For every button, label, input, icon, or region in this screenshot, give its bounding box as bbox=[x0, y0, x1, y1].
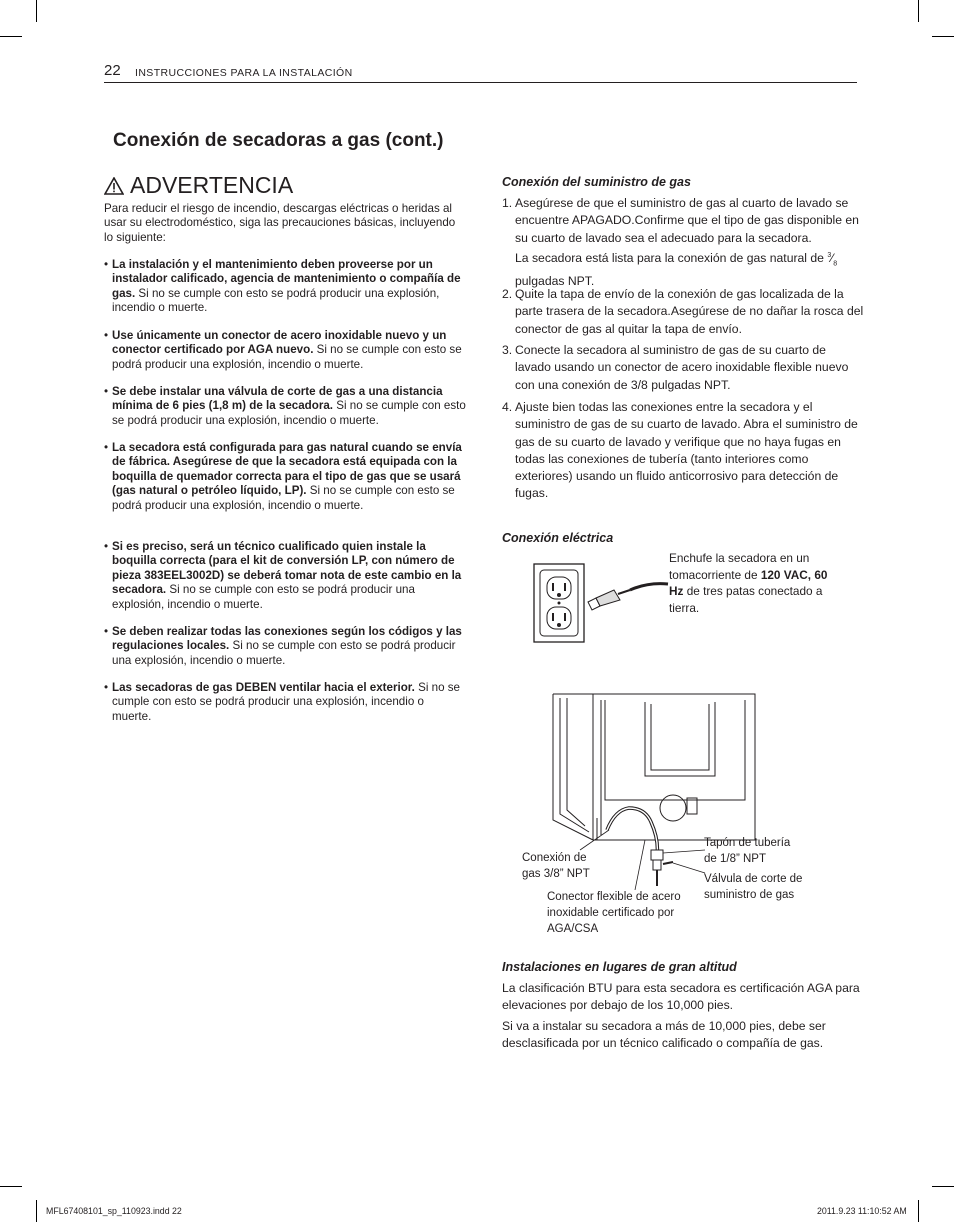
page-number: 22 bbox=[104, 62, 121, 79]
footer-date: 2011.9.23 11:10:52 AM bbox=[817, 1206, 907, 1216]
crop-mark bbox=[36, 1200, 37, 1222]
warning-bullet: • Se deben realizar todas las conexiones según los códigos y las regulaciones locales. Si no se cumple con esto se podrá producir una explosión, incendio o muerte. bbox=[104, 625, 462, 667]
warning-heading bbox=[104, 172, 293, 199]
label-shutoff-valve: Válvula de corte de suministro de gas bbox=[704, 873, 803, 901]
warning-triangle-icon bbox=[104, 177, 124, 195]
warning-bullet: • La instalación y el mantenimiento deben proveerse por un instalador calificado, agencia de mantenimiento o compañía de gas. Si no se cumple con esto se podrá producir una explosión, incendio o muerte. bbox=[104, 258, 461, 315]
warning-bullet: • Las secadoras de gas DEBEN ventilar hacia el exterior. Si no se cumple con esto se podrá producir una explosión, incendio o muerte. bbox=[104, 681, 460, 723]
gas-step: 2. Quite la tapa de envío de la conexión de gas localizada de la parte trasera de la secadora.Asegúrese de no dañar la rosca del conector de gas al quitar la tapa de envío. bbox=[502, 287, 864, 336]
gas-step: 4. Ajuste bien todas las conexiones entre la secadora y el suministro de gas de su cuarto de lavado. Abra el suministro de gas de su cuarto de lavado y verifique que no haya fugas en todas las conexiones de tubería (tanto interiores como exteriores) usando un fluido anticorrosivo para detección de fugas. bbox=[502, 400, 858, 501]
electrical-heading: Conexión eléctrica bbox=[502, 531, 614, 545]
header-rule bbox=[104, 82, 857, 83]
label-flex-connector: Conector flexible de acero inoxidable certificado por AGA/CSA bbox=[547, 891, 681, 935]
warning-heading-text: ADVERTENCIA bbox=[130, 172, 294, 198]
crop-mark bbox=[0, 1186, 22, 1187]
crop-mark bbox=[932, 36, 954, 37]
crop-mark bbox=[36, 0, 37, 22]
page-title: Conexión de secadoras a gas (cont.) bbox=[113, 130, 444, 151]
altitude-paragraph: La clasificación BTU para esta secadora es certificación AGA para elevaciones por debajo de los 10,000 pies. bbox=[502, 981, 860, 1013]
crop-mark bbox=[932, 1186, 954, 1187]
crop-mark bbox=[918, 0, 919, 22]
warning-bullet: • Se debe instalar una válvula de corte de gas a una distancia mínima de 6 pies (1,8 m) de la secadora. Si no se cumple con esto se podrá producir una explosión, incendio o muerte. bbox=[104, 385, 466, 427]
gas-step: 3. Conecte la secadora al suministro de gas de su cuarto de lavado usando un conector de acero inoxidable flexible nuevo con una conexión de 3/8 pulgadas NPT. bbox=[502, 343, 849, 392]
section-header: INSTRUCCIONES PARA LA INSTALACIÓN bbox=[135, 67, 353, 79]
label-pipe-plug: Tapón de tubería de 1/8” NPT bbox=[704, 837, 791, 865]
footer-file: MFL67408101_sp_110923.indd 22 bbox=[46, 1206, 182, 1216]
crop-mark bbox=[918, 1200, 919, 1222]
warning-bullet: • Si es preciso, será un técnico cualificado quien instale la boquilla correcta (para el kit de conversión LP, con número de pieza 383EEL3002D) se deberá tomar nota de este cambio en la secadora. Si no se cumple con esto se podrá producir una explosión, incendio o muerte. bbox=[104, 540, 462, 611]
altitude-heading: Instalaciones en lugares de gran altitud bbox=[502, 960, 737, 974]
warning-bullet: • Use únicamente un conector de acero inoxidable nuevo y un conector certificado por AGA nuevo. Si no se cumple con esto se podrá producir una explosión, incendio o muerte. bbox=[104, 329, 462, 371]
gas-step: 1. Asegúrese de que el suministro de gas al cuarto de lavado se encuentre APAGADO.Confirme que el tipo de gas disponible en su cuarto de lavado sea el adecuado para la secadora. La secadora está lista para la conexión de gas natural de $^3⁄_8$ pulgadas NPT. bbox=[502, 196, 859, 288]
outlet-plug-illustration bbox=[530, 560, 670, 646]
gas-supply-heading: Conexión del suministro de gas bbox=[502, 175, 691, 189]
electrical-caption: Enchufe la secadora en un tomacorriente de 120 VAC, 60 Hz de tres patas conectado a tierra. bbox=[669, 551, 828, 615]
warning-intro: Para reducir el riesgo de incendio, descargas eléctricas o heridas al usar su electrodoméstico, siga las precauciones básicas, incluyendo lo siguiente: bbox=[104, 202, 456, 244]
crop-mark bbox=[0, 36, 22, 37]
label-gas-connection: Conexión de gas 3/8” NPT bbox=[522, 852, 590, 880]
warning-bullet: • La secadora está configurada para gas natural cuando se envía de fábrica. Asegúrese de que la secadora está equipada con la boquilla de quemador correcta para el tipo de gas que se usará (gas natural o petróleo líquido, LP). Si no se cumple con esto se podrá producir una explosión, incendio o muerte. bbox=[104, 441, 462, 512]
altitude-paragraph: Si va a instalar su secadora a más de 10,000 pies, debe ser desclasificada por un técnico calificado o compañía de gas. bbox=[502, 1019, 826, 1051]
